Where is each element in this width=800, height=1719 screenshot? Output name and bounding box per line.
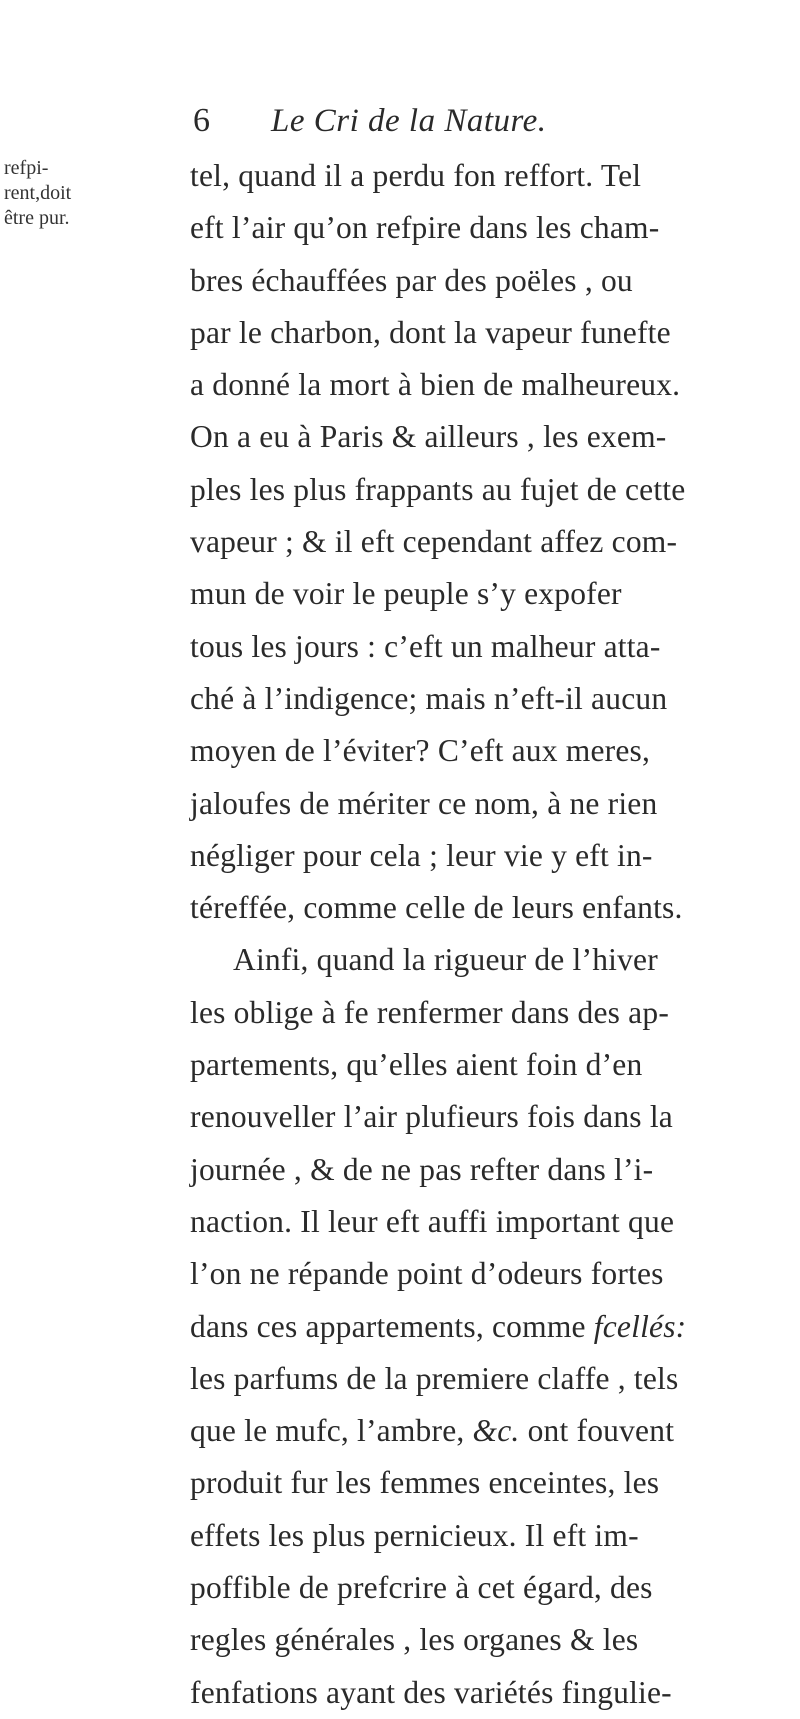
text-line: fenfations ayant des variétés fingulie- (190, 1674, 672, 1710)
running-title: Le Cri de la Nature. (271, 103, 547, 139)
page-number: 6 (193, 102, 210, 139)
text-line: tel, quand il a perdu fon reffort. Tel (190, 158, 642, 193)
text-line: partements, qu’elles aient foin d’en (190, 1047, 643, 1083)
text-line: téreffée, comme celle de leurs enfants. (190, 890, 683, 926)
text-line-mixed (190, 1405, 750, 1457)
text-line: les oblige à fe renfermer dans des ap- (190, 994, 670, 1030)
margin-note-line: rent,doit (4, 182, 72, 204)
text-line: les parfums de la premiere claffe , tels (190, 1360, 679, 1396)
text-line: vapeur ; & il eft cependant affez com- (190, 524, 678, 560)
text-line: regles générales , les organes & les (190, 1622, 639, 1658)
text-line: On a eu à Paris & ailleurs , les exem- (190, 419, 667, 455)
text-line: eft l’air qu’on refpire dans les cham- (190, 210, 660, 246)
text-line: produit fur les femmes enceintes, les (190, 1465, 660, 1501)
text-line: tous les jours : c’eft un malheur atta- (190, 628, 661, 664)
text-line: renouveller l’air plufieurs fois dans la (190, 1099, 673, 1135)
text-line: ché à l’indigence; mais n’eft-il aucun (190, 680, 668, 716)
text-line: naction. Il leur eft auffi important que (190, 1203, 675, 1239)
text-segment-italic: &c. (472, 1413, 520, 1449)
margin-note-line: refpi- (4, 157, 49, 179)
running-head (193, 96, 753, 146)
text-line-mixed (190, 1301, 750, 1353)
text-segment-italic: fcellés: (593, 1308, 687, 1344)
text-line: jaloufes de mériter ce nom, à ne rien (190, 785, 658, 821)
text-line: négliger pour cela ; leur vie y eft in- (190, 837, 653, 873)
text-line: l’on ne répande point d’odeurs fortes (190, 1256, 664, 1292)
text-line: journée , & de ne pas refter dans l’i- (190, 1151, 654, 1187)
margin-note (4, 156, 96, 231)
text-line-paragraph-start: Ainfi, quand la rigueur de l’hiver (233, 942, 658, 978)
text-line: bres échauffées par des poëles , ou (190, 262, 633, 298)
text-line: par le charbon, dont la vapeur funefte (190, 314, 671, 350)
text-line: a donné la mort à bien de malheureux. (190, 367, 681, 403)
text-segment: dans ces appartements, comme (190, 1308, 586, 1344)
text-line: effets les plus pernicieux. Il eft im- (190, 1517, 639, 1553)
text-line: mun de voir le peuple s’y expofer (190, 576, 622, 612)
text-line: poffible de prefcrire à cet égard, des (190, 1570, 653, 1606)
body-text (190, 150, 750, 1719)
text-segment: que le mufc, l’ambre, (190, 1413, 465, 1449)
text-line: ples les plus frappants au fujet de cette (190, 471, 686, 507)
text-segment: ont fouvent (519, 1413, 675, 1449)
text-line: moyen de l’éviter? C’eft aux meres, (190, 733, 651, 769)
margin-note-line: être pur. (4, 207, 70, 229)
